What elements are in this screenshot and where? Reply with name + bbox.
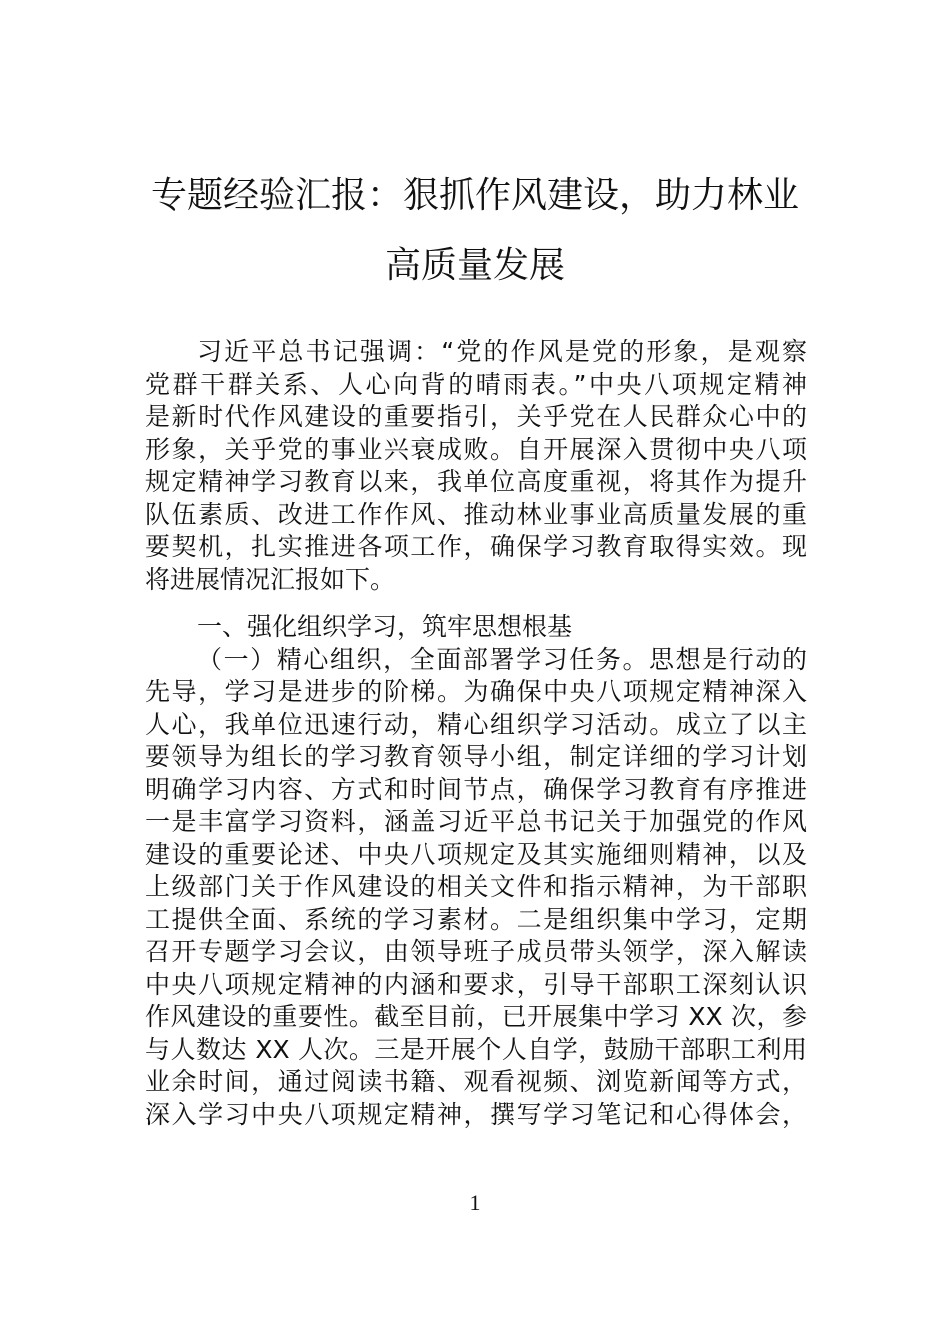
text-line: 将进展情况汇报如下。	[145, 564, 396, 594]
paragraph-intro	[145, 336, 807, 596]
text-line: 工提供全面、系统的学习素材。二是组织集中学习，定期	[145, 904, 807, 934]
section-heading: 一、强化组织学习，筑牢思想根基	[197, 612, 573, 641]
document-body	[145, 336, 807, 1131]
text-line: 中央八项规定精神的内涵和要求，引导干部职工深刻认识	[145, 969, 807, 999]
text-line: 深入学习中央八项规定精神，撰写学习笔记和心得体会，	[145, 1099, 807, 1129]
text-line: 先导，学习是进步的阶梯。为确保中央八项规定精神深入	[145, 677, 807, 706]
text-line: （一）精心组织，全面部署学习任务。思想是行动的	[197, 644, 807, 674]
text-line: 习近平总书记强调：“党的作风是党的形象，是观察	[197, 337, 807, 366]
text-line: 人心，我单位迅速行动，精心组织学习活动。成立了以主	[145, 709, 807, 739]
text-line: 规定精神学习教育以来，我单位高度重视，将其作为提升	[145, 467, 807, 496]
text-line: 作风建设的重要性。截至目前，已开展集中学习 XX 次，参	[145, 1002, 807, 1031]
text-line: 形象，关乎党的事业兴衰成败。自开展深入贯彻中央八项	[145, 434, 807, 464]
text-line: 一是丰富学习资料，涵盖习近平总书记关于加强党的作风	[145, 807, 807, 836]
text-line: 业余时间，通过阅读书籍、观看视频、浏览新闻等方式，	[145, 1067, 807, 1096]
paragraph-section-1-1	[145, 644, 807, 1132]
text-line: 是新时代作风建设的重要指引，关乎党在人民群众心中的	[145, 402, 807, 431]
document-title-line-2: 高质量发展	[384, 245, 565, 286]
text-line: 要领导为组长的学习教育领导小组，制定详细的学习计划	[145, 742, 807, 771]
text-line: 与人数达 XX 人次。三是开展个人自学，鼓励干部职工利用	[145, 1034, 807, 1064]
text-line: 上级部门关于作风建设的相关文件和指示精神，为干部职	[145, 872, 807, 901]
page-number: 1	[469, 1190, 481, 1215]
text-line: 召开专题学习会议，由领导班子成员带头领学，深入解读	[145, 937, 807, 966]
document-title-line-1: 专题经验汇报：狠抓作风建设，助力林业	[150, 175, 799, 216]
text-line: 党群干群关系、人心向背的晴雨表。”中央八项规定精神	[145, 369, 807, 399]
text-line: 要契机，扎实推进各项工作，确保学习教育取得实效。现	[145, 532, 807, 561]
text-line: 建设的重要论述、中央八项规定及其实施细则精神，以及	[145, 839, 807, 869]
text-line: 队伍素质、改进工作作风、推动林业事业高质量发展的重	[145, 499, 807, 529]
text-line: 明确学习内容、方式和时间节点，确保学习教育有序推进	[145, 774, 807, 804]
